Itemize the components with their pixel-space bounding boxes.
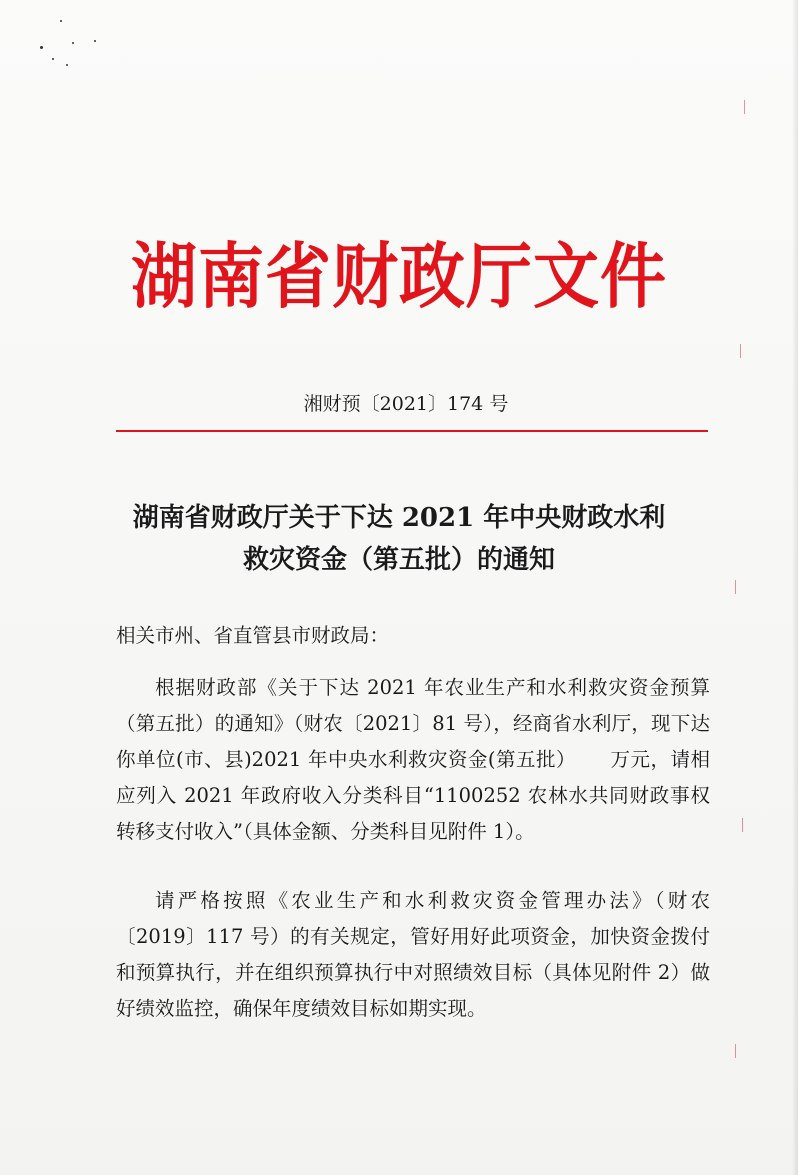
notice-title-line-1: 湖南省财政厅关于下达 2021 年中央财政水利 bbox=[132, 503, 666, 533]
body-paragraph-2: 请严格按照《农业生产和水利救灾资金管理办法》（财农〔2019〕117 号）的有关规定，管好用好此项资金，加快资金拨付和预算执行，并在组织预算执行中对照绩效目标（具体见附件 2）做好绩效监控，确保年度绩效目标如期实现。 bbox=[116, 889, 710, 1020]
scan-speck bbox=[60, 20, 62, 22]
agency-document-header: 湖南省财政厅文件 bbox=[131, 234, 667, 319]
document-number: 湘财预〔2021〕174 号 bbox=[303, 393, 509, 415]
scan-edge-shadow bbox=[792, 0, 798, 1175]
scan-speck bbox=[72, 42, 74, 44]
notice-title bbox=[0, 497, 798, 581]
scan-margin-mark bbox=[740, 344, 741, 358]
scan-speck bbox=[94, 40, 96, 42]
body-paragraph-1 bbox=[116, 670, 710, 850]
scan-speck bbox=[52, 58, 54, 60]
scan-speck bbox=[66, 64, 68, 66]
paragraph-1-part-a: 根据财政部《关于下达 2021 年农业生产和水利救灾资金预算（第五批）的通知》（财农〔2021〕81 号），经商省水利厅，现下达你单位(市、县)2021 年中央水利救灾资金(第五批） bbox=[116, 676, 710, 771]
scan-margin-mark bbox=[744, 100, 745, 114]
notice-title-line-2: 救灾资金（第五批）的通知 bbox=[242, 545, 555, 575]
scan-margin-mark bbox=[735, 1044, 736, 1058]
scan-speck bbox=[40, 46, 43, 49]
salutation: 相关市州、省直管县市财政局： bbox=[116, 624, 390, 647]
scan-margin-mark bbox=[742, 818, 743, 832]
header-red-rule bbox=[116, 430, 708, 432]
scan-margin-mark bbox=[735, 580, 736, 594]
paragraph-1-part-b: 万元，请相应列入 2021 年政府收入分类科目“1100252 农林水共同财政事权转移支付收入”（具体金额、分类科目见附件 1）。 bbox=[116, 748, 710, 843]
